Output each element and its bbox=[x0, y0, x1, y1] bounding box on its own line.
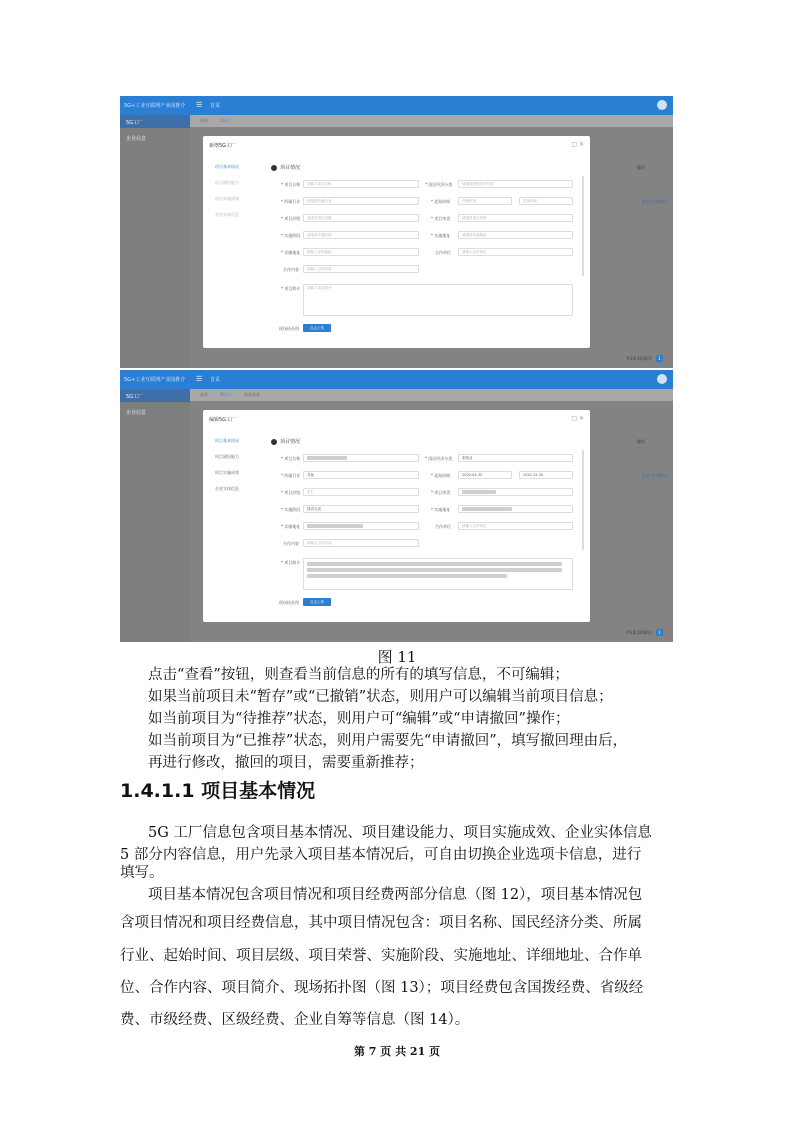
para2-line: 费、市级经费、区级经费、企业自筹等信息（图 14）。 bbox=[120, 1012, 470, 1028]
select-econ[interactable]: 制造业 bbox=[458, 454, 573, 462]
close-icon[interactable]: □ ✕ bbox=[571, 415, 584, 422]
para2-line: 位、合作内容、项目简介、现场拓扑图（图 13）；项目经费包含国拨经费、省级经 bbox=[120, 980, 644, 996]
label-stage: * 实施阶段 bbox=[281, 233, 301, 238]
blurred-text bbox=[307, 568, 562, 572]
dialog-add bbox=[203, 136, 590, 348]
label-region: * 实施地址 bbox=[431, 233, 451, 238]
pager-text: 共1条 10条/页 bbox=[625, 630, 652, 635]
label-econ: * 国民经济分类 bbox=[425, 182, 453, 187]
label-level: * 项目层级 bbox=[281, 490, 301, 495]
body-line: 如当前项目为“已推荐”状态，则用户需要先“申请撤回”，填写撤回理由后， bbox=[148, 733, 628, 749]
nav-capability[interactable]: 项目建设能力 bbox=[215, 454, 239, 459]
para2-line: 行业、起始时间、项目层级、项目荣誉、实施阶段、实施地址、详细地址、合作单 bbox=[120, 948, 642, 964]
label-econ: * 国民经济分类 bbox=[425, 456, 453, 461]
input-address[interactable]: 请输入详细地址 bbox=[303, 248, 419, 256]
label-level: * 项目层级 bbox=[281, 216, 301, 221]
select-honor[interactable] bbox=[458, 488, 573, 496]
para2-line: 项目基本情况包含项目情况和项目经费两部分信息（图 12），项目基本情况包 bbox=[148, 887, 643, 903]
label-industry: * 所属行业 bbox=[281, 199, 301, 204]
page-footer: 第 7 页 共 21 页 bbox=[353, 1045, 441, 1058]
label-partner: 合作单位 bbox=[435, 524, 451, 529]
section-title: 项目情况 bbox=[271, 164, 300, 171]
select-industry[interactable]: 其他 bbox=[303, 471, 419, 479]
sidebar bbox=[120, 389, 190, 642]
nav-entity[interactable]: 企业实体信息 bbox=[215, 486, 239, 491]
top-bar bbox=[120, 96, 673, 115]
input-start-time[interactable]: 2020-04-30 bbox=[458, 471, 512, 479]
sidebar-header[interactable]: 5G工厂 bbox=[120, 389, 190, 402]
select-region[interactable] bbox=[458, 505, 573, 513]
body-line: 点击“查看”按钮，则查看当前信息的所有的填写信息，不可编辑； bbox=[148, 667, 569, 683]
label-address: * 详细地址 bbox=[281, 524, 301, 529]
info-icon bbox=[271, 439, 277, 445]
tab-home[interactable]: 首页 bbox=[200, 392, 208, 397]
tab-home[interactable]: 首页 bbox=[200, 118, 208, 123]
nav-capability[interactable]: 项目建设能力 bbox=[215, 180, 239, 185]
blurred-text bbox=[462, 507, 512, 511]
screenshot-edit-factory bbox=[120, 370, 673, 642]
input-end-time[interactable]: 结束时间 bbox=[519, 197, 573, 205]
breadcrumb[interactable]: 首页 bbox=[210, 103, 221, 109]
upload-button[interactable]: 点击上传 bbox=[303, 598, 331, 606]
section-title: 项目情况 bbox=[271, 438, 300, 445]
nav-basic[interactable]: 项目基本情况 bbox=[215, 164, 239, 169]
page-1[interactable]: 1 bbox=[656, 355, 663, 362]
input-coop[interactable]: 请输入合作内容 bbox=[303, 539, 419, 547]
label-industry: * 所属行业 bbox=[281, 473, 301, 478]
input-name[interactable] bbox=[303, 454, 419, 462]
screenshot-add-factory bbox=[120, 96, 673, 368]
select-stage[interactable]: 请选择实施阶段 bbox=[303, 231, 419, 239]
menu-icon[interactable]: ☰ bbox=[196, 375, 203, 383]
label-name: * 项目名称 bbox=[281, 182, 301, 187]
app-title: 5G+工业互联网产业园推介 bbox=[124, 103, 186, 109]
tab-bar bbox=[120, 389, 673, 401]
label-region: * 实施地址 bbox=[431, 507, 451, 512]
tab-5g-factory[interactable]: 5G工厂 bbox=[220, 392, 234, 397]
table-header-ops: 操作 bbox=[637, 165, 645, 170]
page-1[interactable]: 1 bbox=[656, 629, 663, 636]
figure-caption: 图 11 bbox=[377, 648, 417, 666]
input-name[interactable]: 请输入项目名称 bbox=[303, 180, 419, 188]
para2-line: 含项目情况和项目经费信息，其中项目情况包含：项目名称、国民经济分类、所属 bbox=[120, 915, 642, 931]
label-topo: 现场拓扑图 bbox=[279, 326, 299, 331]
label-honor: * 项目荣誉 bbox=[431, 216, 451, 221]
label-time: * 起始时间 bbox=[431, 473, 451, 478]
tab-bar bbox=[120, 115, 673, 127]
scrollbar[interactable] bbox=[582, 450, 584, 550]
label-intro: * 项目简介 bbox=[281, 560, 301, 565]
top-bar bbox=[120, 370, 673, 389]
input-partner[interactable]: 请输入合作单位 bbox=[458, 248, 573, 256]
select-honor[interactable]: 请选择项目荣誉 bbox=[458, 214, 573, 222]
sidebar-item-company[interactable]: 企业信息 bbox=[126, 410, 147, 416]
sidebar-item-company[interactable]: 企业信息 bbox=[126, 136, 147, 142]
sidebar bbox=[120, 115, 190, 368]
section-heading: 1.4.1.1 项目基本情况 bbox=[120, 780, 316, 802]
dialog-nav bbox=[215, 438, 265, 502]
body-line: 如当前项目为“待推荐”状态，则用户可“编辑”或“申请撤回”操作； bbox=[148, 711, 570, 727]
menu-icon[interactable]: ☰ bbox=[196, 101, 203, 109]
blurred-text bbox=[307, 524, 363, 528]
pager-text: 共1条 10条/页 bbox=[625, 356, 652, 361]
select-industry[interactable]: 请选择所属行业 bbox=[303, 197, 419, 205]
info-icon bbox=[271, 165, 277, 171]
breadcrumb[interactable]: 首页 bbox=[210, 377, 221, 383]
avatar[interactable] bbox=[657, 374, 667, 384]
app-title: 5G+工业互联网产业园推介 bbox=[124, 377, 186, 383]
blurred-text bbox=[307, 456, 347, 460]
select-level[interactable]: 请选择项目层级 bbox=[303, 214, 419, 222]
para1-line: 5 部分内容信息，用户先录入项目基本情况后，可自由切换企业选项卡信息，进行 bbox=[120, 847, 642, 863]
nav-effect[interactable]: 项目实施成效 bbox=[215, 196, 239, 201]
pagination[interactable] bbox=[626, 629, 667, 636]
nav-effect[interactable]: 项目实施成效 bbox=[215, 470, 239, 475]
close-icon[interactable]: □ ✕ bbox=[571, 141, 584, 148]
label-coop: 合作内容 bbox=[283, 267, 299, 272]
dialog-title: 编辑5G工厂 bbox=[209, 417, 237, 423]
pagination[interactable] bbox=[626, 355, 667, 362]
select-econ[interactable]: 请选择国民经济分类 bbox=[458, 180, 573, 188]
tab-5g-factory[interactable]: 5G工厂 bbox=[220, 118, 234, 123]
label-topo: 现场拓扑图 bbox=[279, 600, 299, 605]
input-start-time[interactable]: 开始时间 bbox=[458, 197, 512, 205]
table-header-ops: 操作 bbox=[637, 439, 645, 444]
para1-line: 5G 工厂信息包含项目基本情况、项目建设能力、项目实施成效、企业实体信息 bbox=[148, 825, 652, 841]
body-line: 再进行修改，撤回的项目，需要重新推荐； bbox=[148, 755, 424, 771]
row-actions[interactable]: 查看 申请撤回 bbox=[641, 199, 667, 204]
label-address: * 详细地址 bbox=[281, 250, 301, 255]
select-level[interactable]: 工厂 bbox=[303, 488, 419, 496]
dialog-title: 新增5G工厂 bbox=[209, 143, 237, 149]
input-end-time[interactable]: 2022-12-30 bbox=[519, 471, 573, 479]
label-stage: * 实施阶段 bbox=[281, 507, 301, 512]
blurred-text bbox=[462, 490, 496, 494]
dialog-nav bbox=[215, 164, 265, 228]
nav-entity[interactable]: 企业实体信息 bbox=[215, 212, 239, 217]
label-time: * 起始时间 bbox=[431, 199, 451, 204]
textarea-intro[interactable]: 请输入项目简介 bbox=[303, 284, 573, 316]
blurred-text bbox=[307, 562, 562, 566]
label-partner: 合作单位 bbox=[435, 250, 451, 255]
label-intro: * 项目简介 bbox=[281, 286, 301, 291]
avatar[interactable] bbox=[657, 100, 667, 110]
input-coop[interactable]: 请输入合作内容 bbox=[303, 265, 419, 273]
tab-company[interactable]: 企业信息 bbox=[244, 392, 260, 397]
label-name: * 项目名称 bbox=[281, 456, 301, 461]
input-address[interactable] bbox=[303, 522, 419, 530]
sidebar-header[interactable]: 5G工厂 bbox=[120, 115, 190, 128]
para1-line: 填写。 bbox=[120, 865, 164, 881]
label-coop: 合作内容 bbox=[283, 541, 299, 546]
row-actions[interactable]: 查看 申请撤回 bbox=[641, 473, 667, 478]
nav-basic[interactable]: 项目基本情况 bbox=[215, 438, 239, 443]
select-region[interactable]: 请选择实施地址 bbox=[458, 231, 573, 239]
upload-button[interactable]: 点击上传 bbox=[303, 324, 331, 332]
scrollbar[interactable] bbox=[582, 176, 584, 276]
label-honor: * 项目荣誉 bbox=[431, 490, 451, 495]
select-stage[interactable]: 建设完成 bbox=[303, 505, 419, 513]
dialog-edit bbox=[203, 410, 590, 622]
body-line: 如果当前项目未“暂存”或“已撤销”状态，则用户可以编辑当前项目信息； bbox=[148, 689, 613, 705]
blurred-text bbox=[307, 574, 507, 578]
input-partner[interactable]: 请输入合作单位 bbox=[458, 522, 573, 530]
